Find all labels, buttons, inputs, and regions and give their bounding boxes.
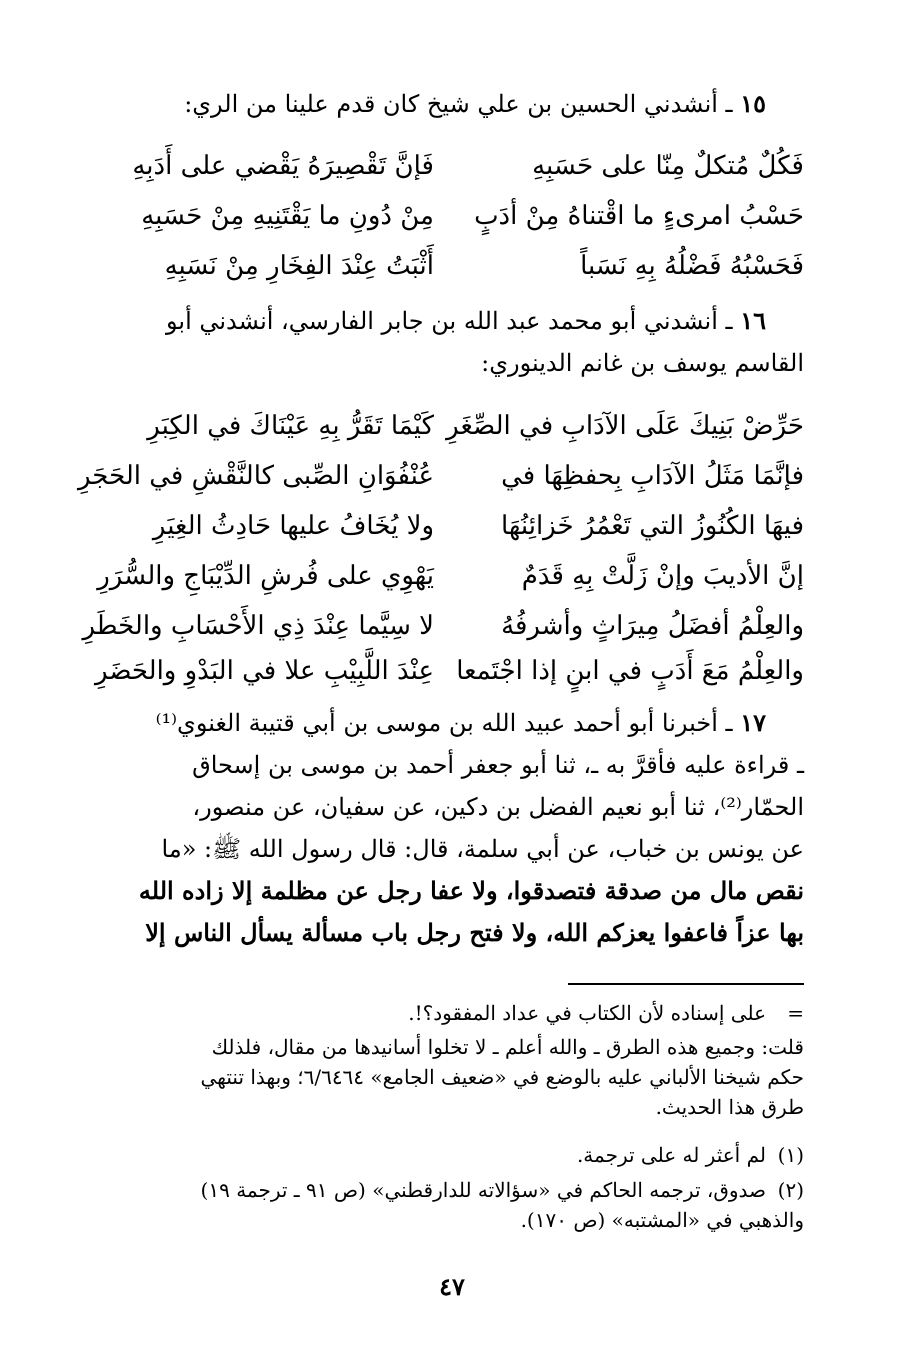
verse-first-hemistich: والعِلْمُ أفضَلُ مِيرَاثٍ وأشرفُهُ	[501, 611, 804, 641]
verse-line	[102, 240, 804, 292]
verse-line	[102, 400, 804, 452]
verse-second-hemistich: كَيْمَا تَقَرُّ بِهِ عَيْنَاكَ في الكِبَرِ	[147, 411, 434, 441]
verse-second-hemistich: يَهْوِي على فُرشِ الدِّيْبَاجِ والسُّرَرِ	[97, 561, 434, 591]
verse-first-hemistich: فيهَا الكُنُوزُ التي تَعْمُرُ خَزائِنُهَا	[500, 511, 804, 541]
footnote-separator	[568, 983, 804, 985]
item-intro-text: ـ أنشدني أبو محمد عبد الله بن جابر الفارسي، أنشدني أبو	[166, 307, 733, 335]
footnote-text: لم أعثر له على ترجمة.	[576, 1143, 766, 1167]
item-text-line: عن يونس بن خباب، عن أبي سلمة، قال: قال رسول الله ﷺ: «ما	[161, 835, 804, 863]
verse-first-hemistich: فَكُلٌ مُتكلٌ مِنّا على حَسَبِهِ	[532, 151, 804, 181]
verse-second-hemistich: أَثْبَتُ عِنْدَ الفِخَارِ مِنْ نَسَبِهِ	[164, 251, 434, 281]
hadith-text-line: نقص مال من صدقة فتصدقوا، ولا عفا رجل عن مظلمة إلا زاده الله	[138, 876, 804, 905]
verse-second-hemistich: فَإنَّ تَقْصِيرَهُ يَقْضي على أَدَبِهِ	[132, 151, 434, 181]
item-15-intro	[102, 83, 804, 125]
footnote-text: على إسناده لأن الكتاب في عداد المفقود؟!.	[408, 1001, 766, 1025]
verse-second-hemistich: لا سِيَّما عِنْدَ ذِي الأَحْسَابِ والخَطَرِ	[82, 611, 434, 641]
page-number: ٤٧	[439, 1272, 465, 1301]
verse-line	[102, 190, 804, 242]
item-16-intro	[102, 300, 804, 384]
verse-line	[94, 645, 804, 697]
footnote-note	[102, 1032, 804, 1122]
footnote-text: والذهبي في «المشتبه» (ص ١٧٠).	[520, 1208, 804, 1232]
verse-first-hemistich: فَحَسْبُهُ فَضْلُهُ بِهِ نَسَباً	[580, 251, 804, 281]
item-number: ١٦	[740, 306, 766, 335]
footnote-2	[102, 1175, 804, 1235]
footnote-text: حكم شيخنا الألباني عليه بالوضع في «ضعيف الجامع» ٦/٦٤٦٤؛ وبهذا تنتهي	[200, 1065, 804, 1089]
verse-second-hemistich: مِنْ دُونِ ما يَقْتَنِيهِ مِنْ حَسَبِهِ	[141, 201, 434, 231]
footnote-text: قلت: وجميع هذه الطرق ـ والله أعلم ـ لا تخلوا أسانيدها من مقال، فلذلك	[211, 1035, 804, 1059]
verse-second-hemistich: ولا يُخَافُ عليها حَادِثُ الغِيَرِ	[152, 511, 434, 541]
item-text-line: ـ قراءة عليه فأقرَّ به ـ، ثنا أبو جعفر أحمد بن موسى بن إسحاق	[192, 751, 804, 779]
verse-line	[77, 450, 804, 502]
item-text-line: الحمّار⁽²⁾، ثنا أبو نعيم الفضل بن دكين، عن سفيان، عن منصور،	[192, 793, 804, 821]
footnote-marker: (٢)	[777, 1178, 804, 1202]
verse-first-hemistich: حَسْبُ امرىءٍ ما اقْتناهُ مِنْ أدَبٍ	[474, 201, 804, 231]
verse-first-hemistich: والعِلْمُ مَعَ أَدَبٍ في ابنٍ إذا اجْتَمعا	[456, 656, 804, 686]
verse-line	[102, 500, 804, 552]
item-number: ١٥	[740, 89, 766, 118]
item-number: ١٧	[740, 708, 766, 737]
continuation-mark: =	[787, 1001, 804, 1025]
footnote-marker: (١)	[777, 1143, 804, 1167]
verse-second-hemistich: عُنْفُوَانِ الصِّبى كالنَّقْشِ في الحَجَرِ	[77, 461, 434, 491]
item-17-text	[102, 702, 804, 954]
item-intro-text: ـ أنشدني الحسين بن علي شيخ كان قدم علينا من الري:	[184, 90, 733, 118]
footnote-text: طرق هذا الحديث.	[655, 1095, 804, 1119]
verse-first-hemistich: حَرِّضْ بَنِيكَ عَلَى الآدَابِ في الصِّغَرِ	[446, 411, 804, 441]
verse-second-hemistich: عِنْدَ اللَّبِيْبِ علا في البَدْوِ والحَضَرِ	[94, 656, 434, 686]
verse-first-hemistich: إنَّ الأديبَ وإنْ زَلَّتْ بِهِ قَدَمٌ	[521, 561, 804, 591]
hadith-text-line: بها عزاً فاعفوا يعزكم الله، ولا فتح رجل باب مسألة يسأل الناس إلا	[145, 918, 804, 947]
footnote-continuation	[102, 998, 804, 1028]
footnote-1	[102, 1140, 804, 1170]
item-text-line: ـ أخبرنا أبو أحمد عبيد الله بن موسى بن أبي قتيبة الغنوي⁽¹⁾	[155, 709, 733, 737]
footnote-text: صدوق، ترجمه الحاكم في «سؤالاته للدارقطني» (ص ٩١ ـ ترجمة ١٩)	[200, 1178, 766, 1202]
verse-first-hemistich: فإنَّمَا مَثَلُ الآدَابِ بِحفظِهَا في	[501, 461, 804, 491]
verse-line	[97, 550, 804, 602]
item-intro-text: القاسم يوسف بن غانم الدينوري:	[481, 349, 804, 377]
verse-line	[102, 140, 804, 192]
